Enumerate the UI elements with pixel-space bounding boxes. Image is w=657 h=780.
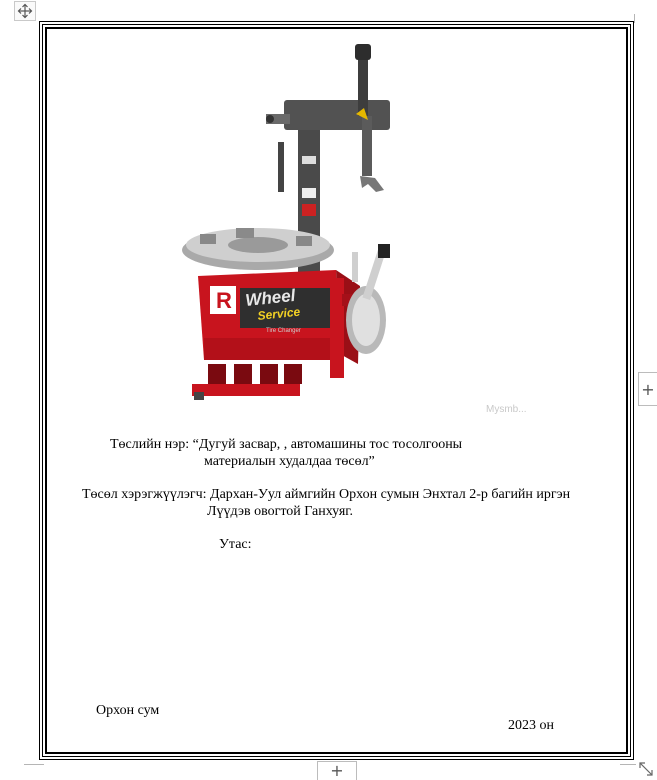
add-row-button[interactable]: + <box>638 372 657 406</box>
brand-logo-letter: R <box>216 288 232 313</box>
resize-arrow-icon[interactable] <box>637 760 655 778</box>
project-name-line1: Төслийн нэр: “Дугуй засвар, , автомашины тос тосолгооны <box>110 437 463 452</box>
phone-label: Утас: <box>219 537 252 552</box>
implementer-line2: Лүүдэв овогтой Ганхуяг. <box>207 504 353 519</box>
tire-changer-photo <box>180 38 540 420</box>
brand-logo-line1: Wheel <box>244 285 297 310</box>
table-move-handle[interactable] <box>14 1 36 21</box>
project-name-line2: материалын худалдаа төсөл” <box>204 454 375 469</box>
add-column-button[interactable]: + <box>317 761 357 780</box>
image-watermark: Mysmb... <box>486 404 527 415</box>
brand-logo-line2: Service <box>256 304 301 323</box>
location-text: Орхон сум <box>96 703 160 718</box>
year-text: 2023 он <box>508 718 554 733</box>
brand-logo-line3: Tire Changer <box>266 328 301 334</box>
page-corner-mark <box>24 764 44 765</box>
page-corner-mark <box>634 14 635 23</box>
four-way-arrow-icon <box>17 3 33 19</box>
page-corner-mark <box>620 764 636 765</box>
implementer-line1: Төсөл хэрэгжүүлэгч: Дархан-Уул аймгийн Орхон сумын Энхтал 2-р багийн иргэн <box>82 487 571 502</box>
